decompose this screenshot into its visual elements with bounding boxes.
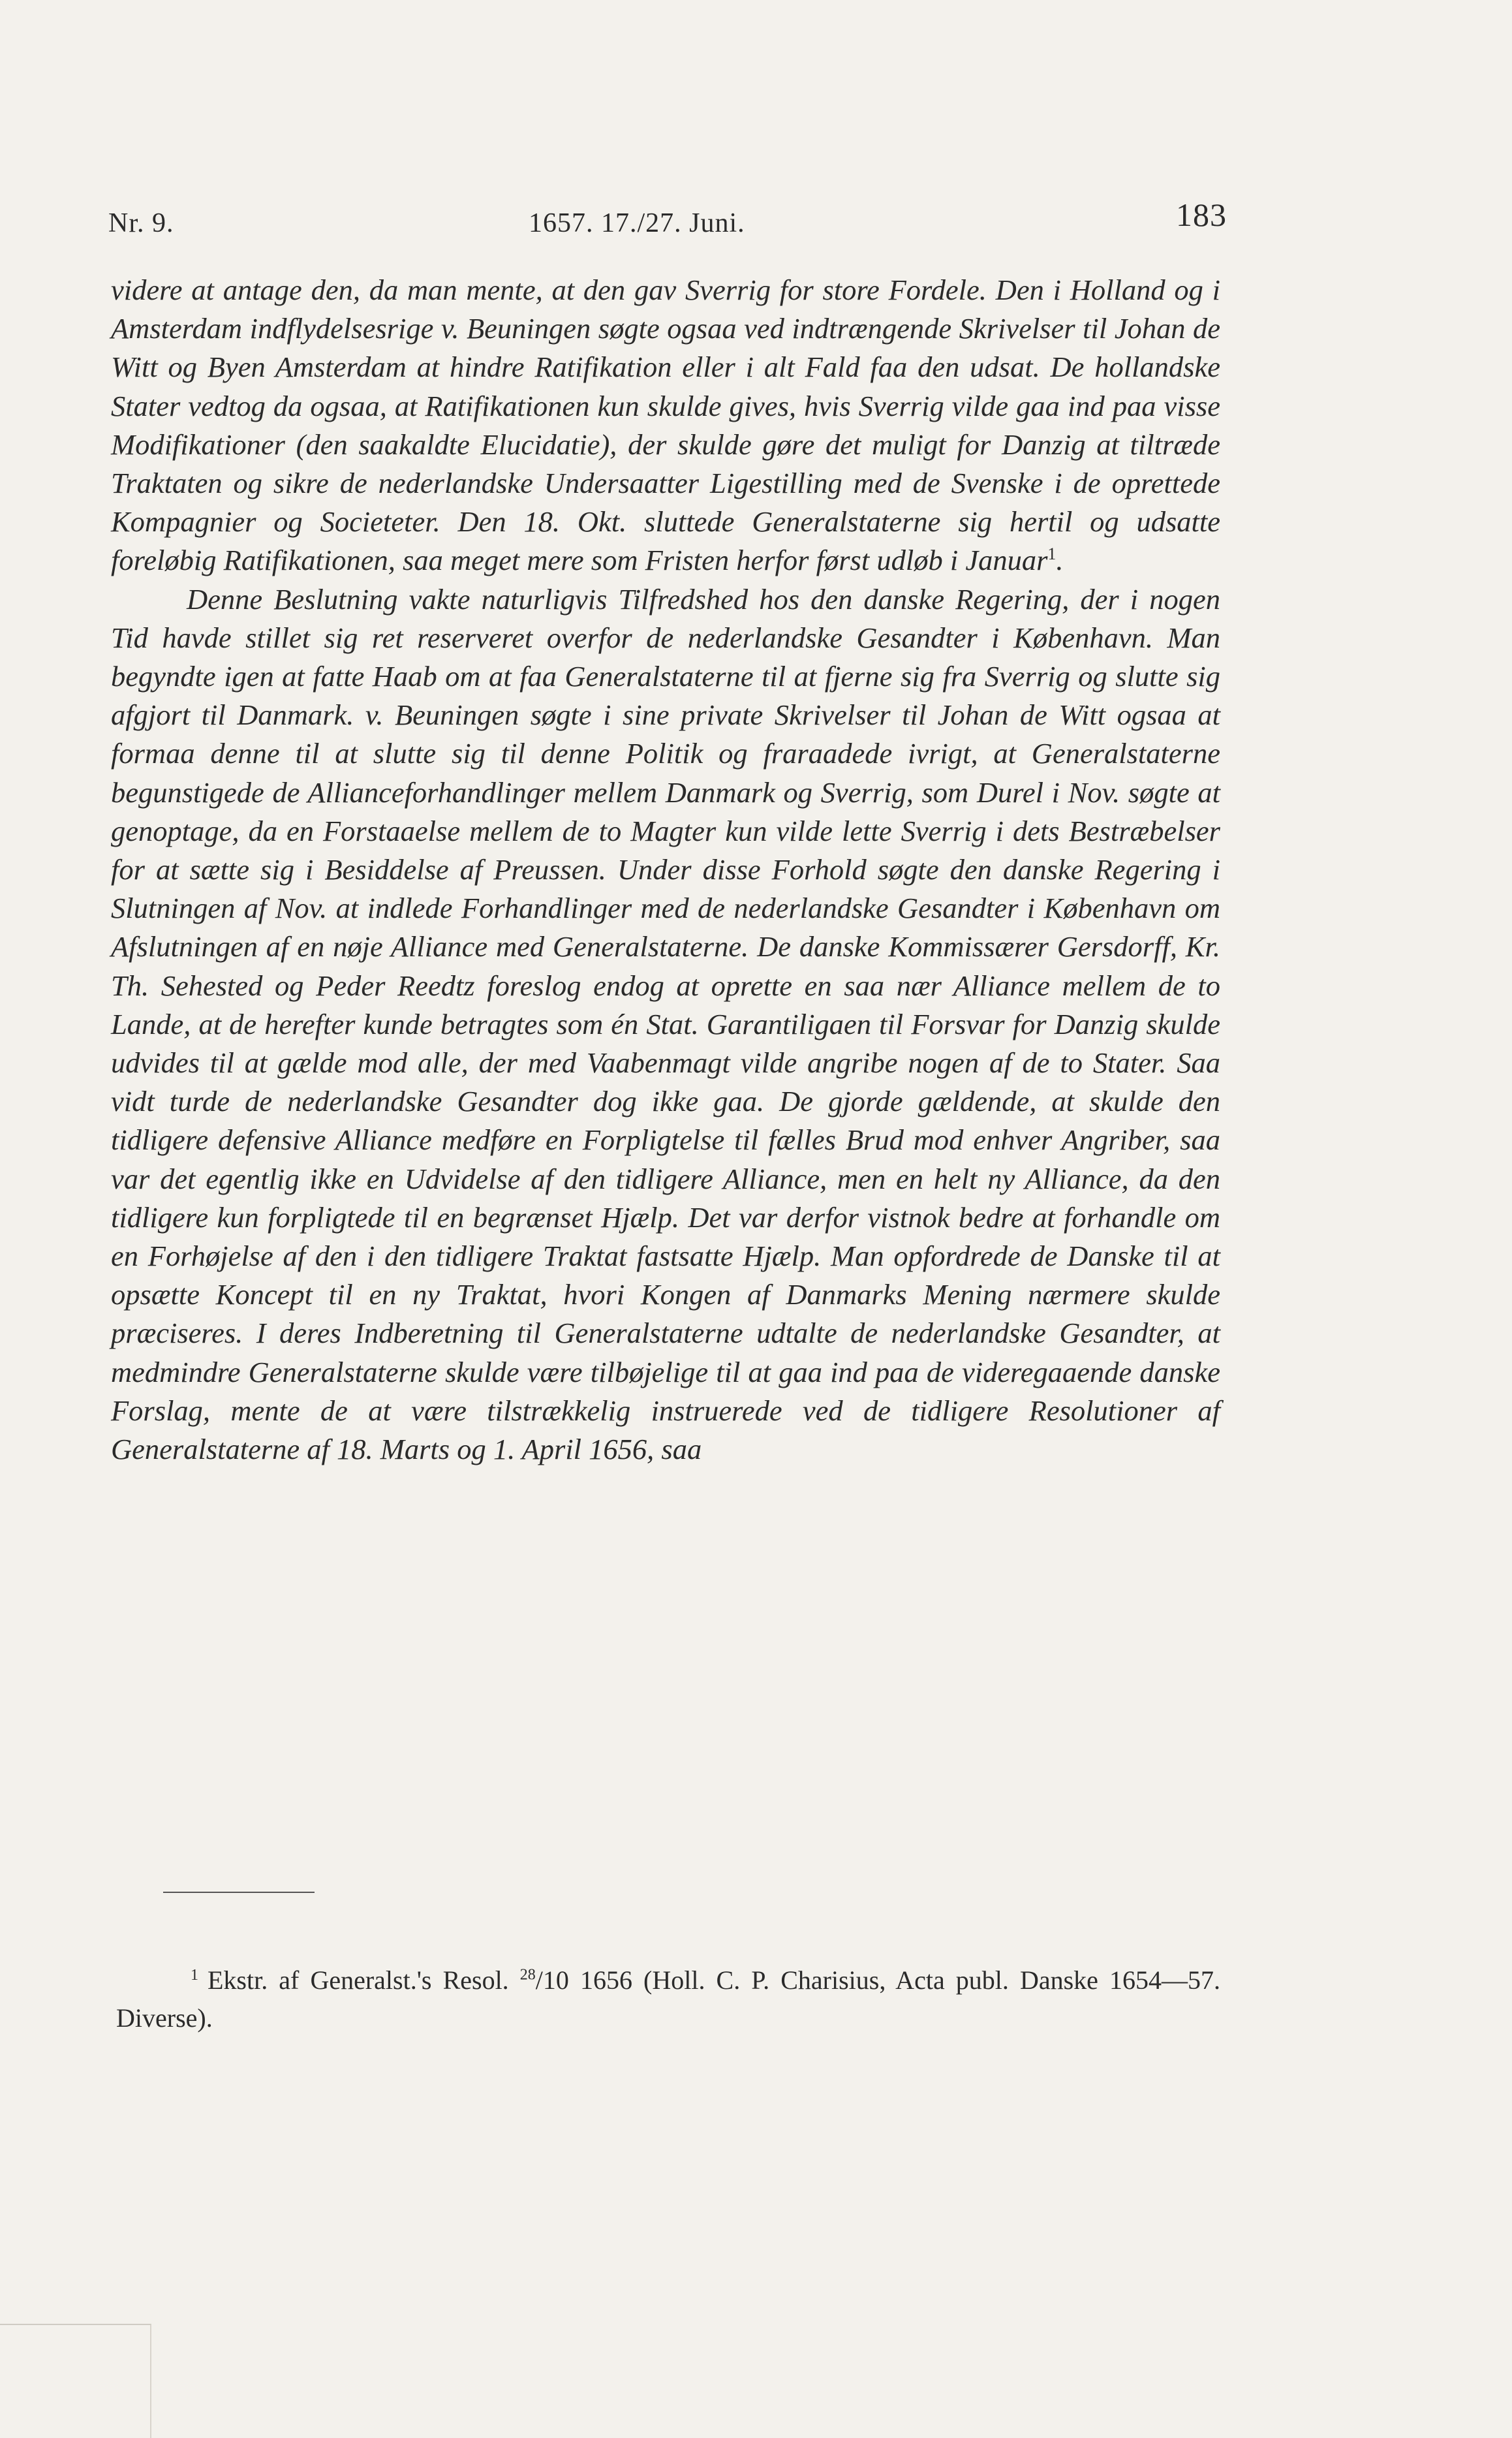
footnote-text-a: Ekstr. af Generalst.'s Resol.: [208, 1965, 520, 1995]
footnote-mark: 1: [191, 1966, 198, 1984]
footnote-divider: [163, 1892, 315, 1893]
footnote: [116, 1961, 1220, 2037]
header-date: 1657. 17./27. Juni.: [529, 208, 745, 238]
page-edge-mark: [0, 2324, 151, 2438]
footnote-date-day: 28: [519, 1966, 536, 1984]
paragraph-1: [111, 271, 1220, 580]
issue-number: Nr. 9.: [108, 208, 174, 238]
footnote-date-month: /10: [535, 1965, 569, 1995]
body-text: [111, 271, 1220, 1469]
paragraph-1-end: .: [1056, 544, 1064, 577]
paragraph-2: Denne Beslutning vakte naturligvis Tilfredshed hos den danske Regering, der i nogen Tid havde stillet sig ret reserveret overfor de nederlandske Gesandter i København. Man begyndte igen at fatte Haab om at faa Generalstaterne til at fjerne sig fra Sverrig og slutte sig afgjort til Danmark. v. Beuningen søgte i sine private Skrivelser til Johan de Witt ogsaa at formaa denne til at slutte sig til denne Politik og fraraadede ivrigt, at Generalstaterne begunstigede de Allianceforhandlinger mellem Danmark og Sverrig, som Durel i Nov. søgte at genoptage, da en Forstaaelse mellem de to Magter kun vilde lette Sverrig i dets Bestræbelser for at sætte sig i Besiddelse af Preussen. Under disse Forhold søgte den danske Regering i Slutningen af Nov. at indlede Forhandlinger med de nederlandske Gesandter i København om Afslutningen af en nøje Alliance med Generalstaterne. De danske Kommissærer Gersdorff, Kr. Th. Sehested og Peder Reedtz foreslog endog at oprette en saa nær Alliance mellem de to Lande, at de herefter kunde betragtes som én Stat. Garantiligaen til Forsvar for Danzig skulde udvides til at gælde mod alle, der med Vaabenmagt vilde angribe nogen af de to Stater. Saa vidt turde de nederlandske Gesandter dog ikke gaa. De gjorde gældende, at skulde den tidligere defensive Alliance medføre en Forpligtelse til fælles Brud mod enhver Angriber, saa var det egentlig ikke en Udvidelse af den tidligere Alliance, men en helt ny Alliance, da den tidligere kun forpligtede til en begrænset Hjælp. Det var derfor vistnok bedre at forhandle om en Forhøjelse af den i den tidligere Traktat fastsatte Hjælp. Man opfordrede de Danske til at opsætte Koncept til en ny Traktat, hvori Kongen af Danmarks Mening nærmere skulde præciseres. I deres Indberetning til Generalstaterne udtalte de nederlandske Gesandter, at medmindre Generalstaterne skulde være tilbøjelige til at gaa ind paa de videregaaende danske Forslag, mente de at være tilstrækkelig instruerede ved de tidligere Resolutioner af Generalstaterne af 18. Marts og 1. April 1656, saa: [111, 582, 1220, 1466]
page-number: 183: [1176, 196, 1227, 233]
page-header: [104, 196, 1227, 248]
footnote-text-b: 1656 (Holl. C. P. Charisius, Acta publ. Danske 1654—57. Diverse).: [116, 1965, 1220, 2033]
paragraph-1-text: videre at antage den, da man mente, at den gav Sverrig for store Fordele. Den i Holland og i Amsterdam indflydelsesrige v. Beuningen søgte ogsaa ved indtrængende Skrivelser til Johan de Witt og Byen Amsterdam at hindre Ratifikation eller i alt Fald faa den udsat. De hollandske Stater vedtog da ogsaa, at Ratifikationen kun skulde gives, hvis Sverrig vilde gaa ind paa visse Modifikationer (den saakaldte Elucidatie), der skulde gøre det muligt for Danzig at tiltræde Traktaten og sikre de nederlandske Undersaatter Ligestilling med de Svenske i de oprettede Kompagnier og Societeter. Den 18. Okt. sluttede Generalstaterne sig hertil og udsatte foreløbig Ratifikationen, saa meget mere som Fristen herfor først udløb i Januar: [111, 273, 1220, 577]
footnote-reference: 1: [1047, 544, 1057, 564]
